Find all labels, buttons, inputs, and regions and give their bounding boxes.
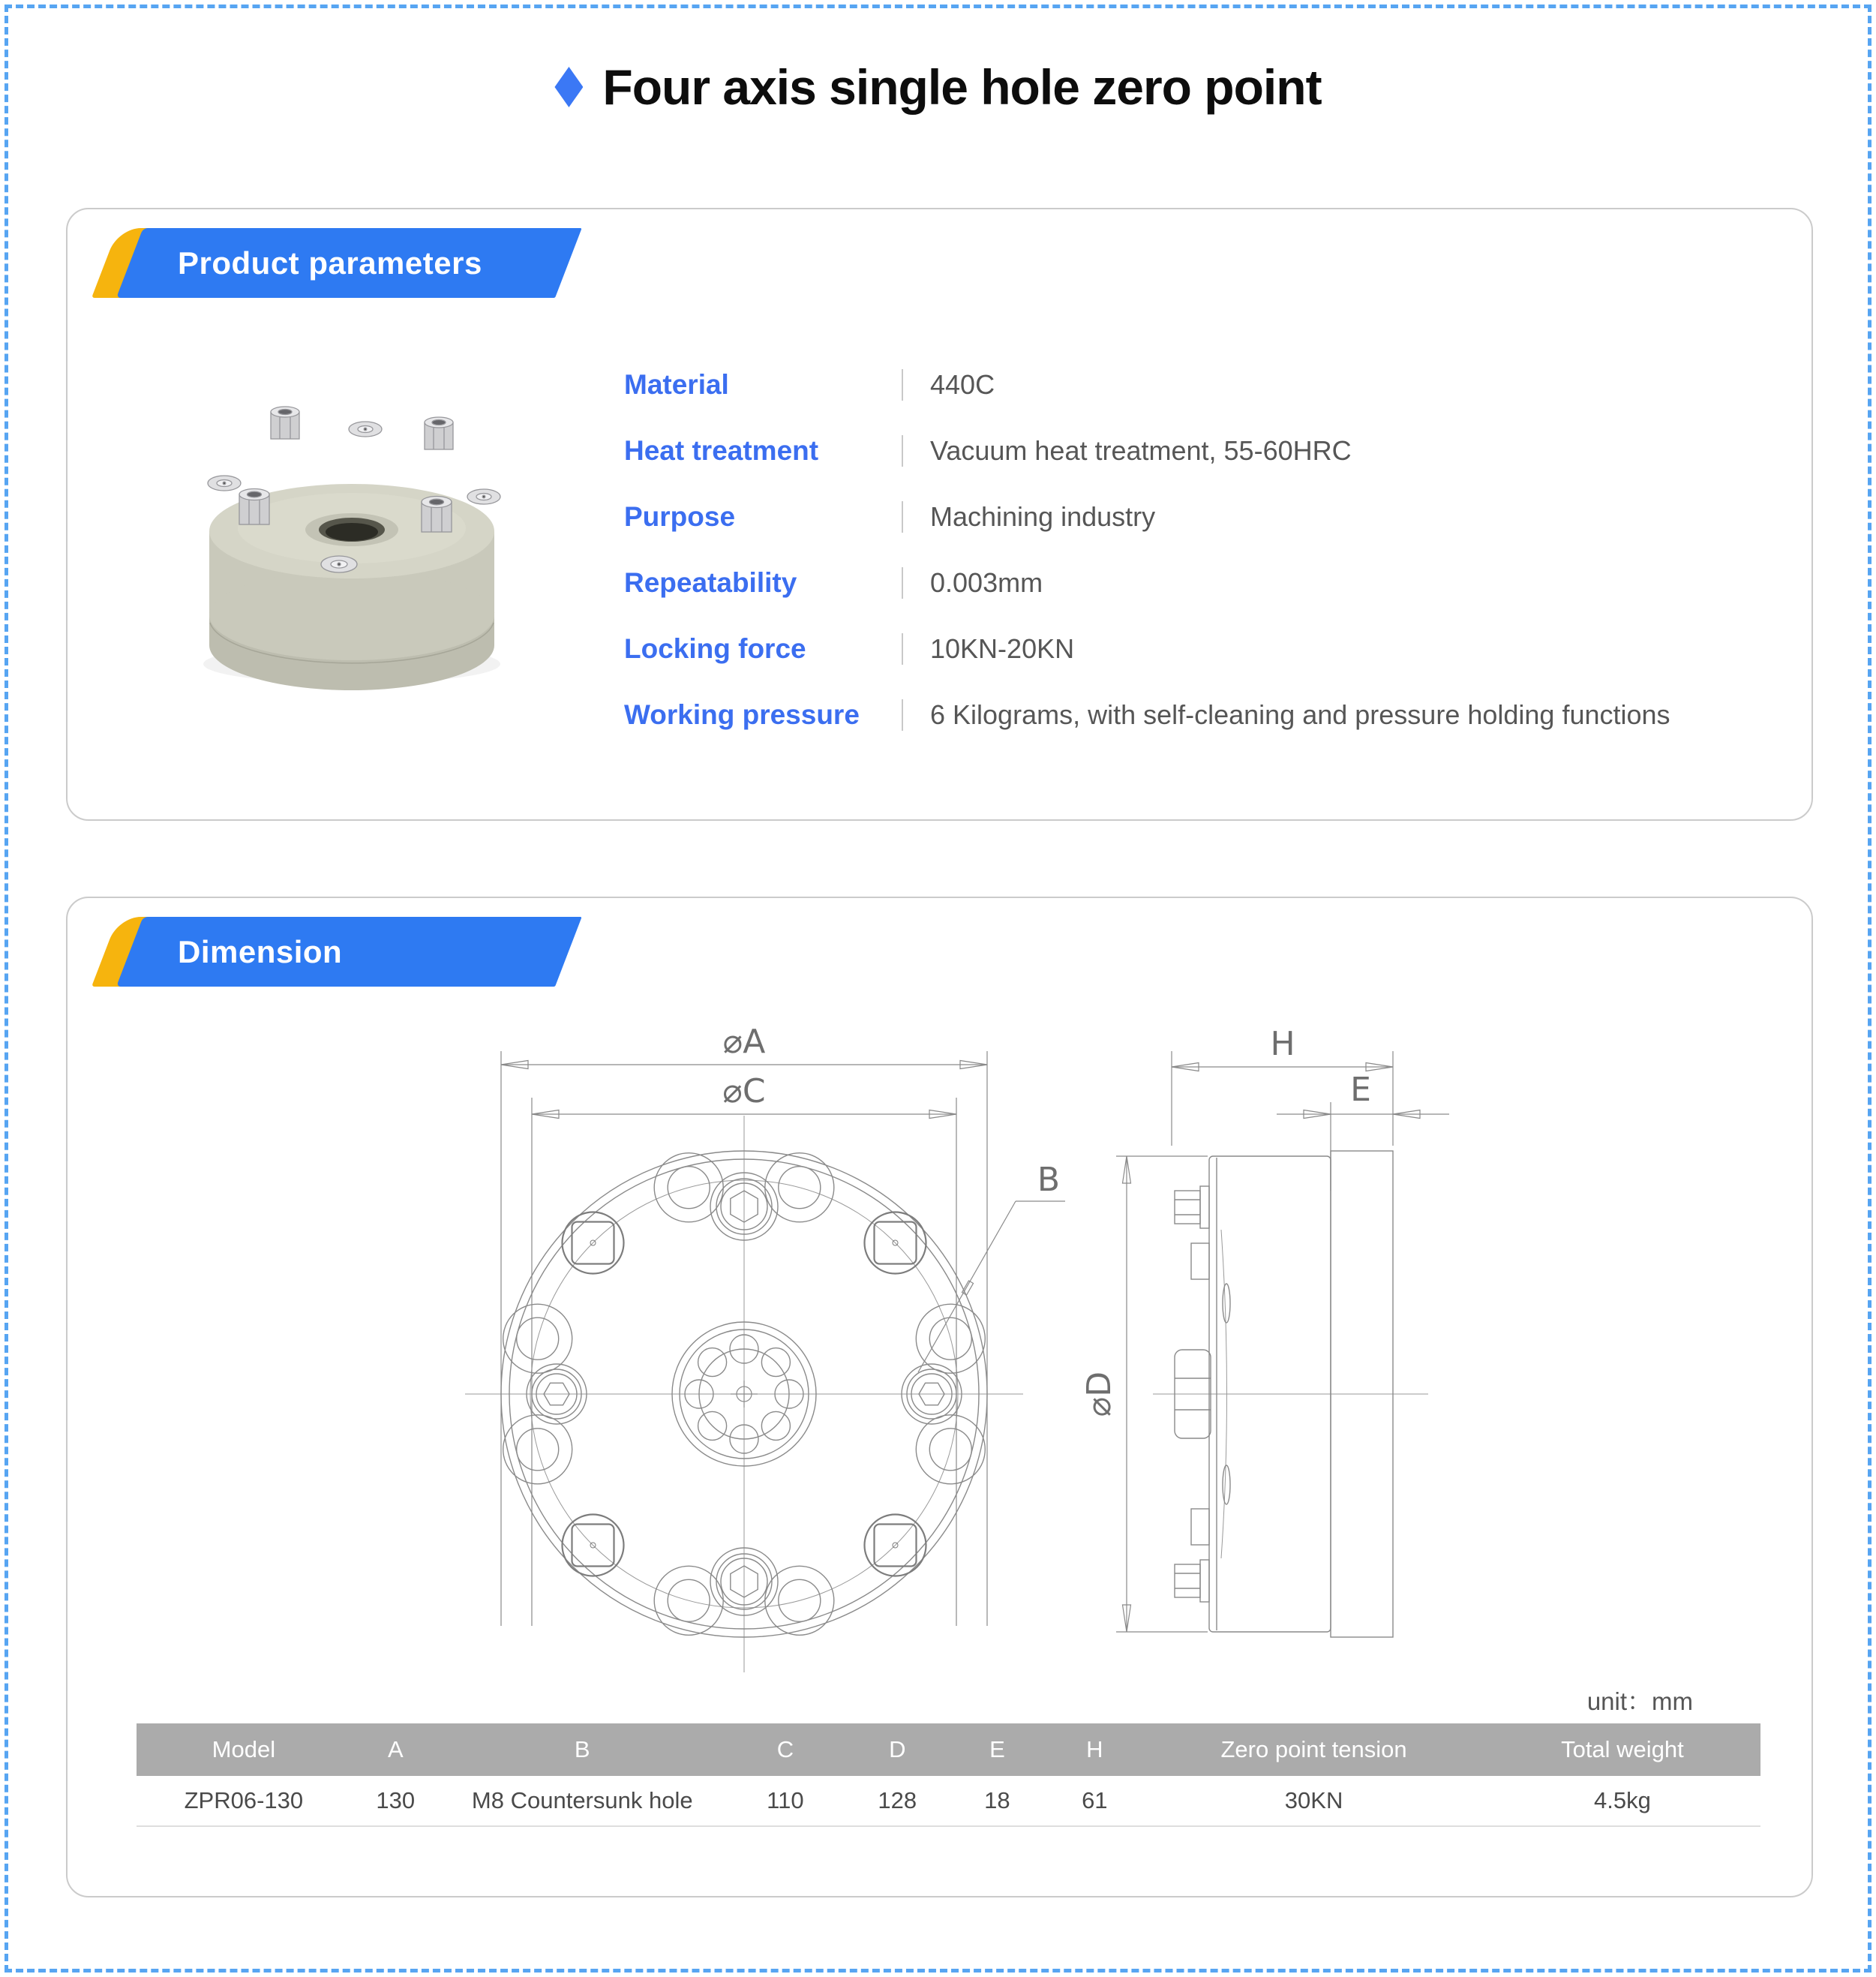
cell-weight: 4.5kg: [1484, 1776, 1760, 1826]
param-value: 440C: [902, 369, 1729, 401]
banner-title: Dimension: [178, 933, 343, 969]
product-parameters-card: [66, 208, 1813, 821]
param-label: Repeatability: [624, 567, 797, 598]
cell-e: 18: [948, 1776, 1046, 1826]
dimension-table: [137, 1723, 1760, 1827]
product-parameters-banner: [88, 228, 613, 298]
param-row: [624, 418, 1729, 484]
param-row: [624, 616, 1729, 682]
param-value: 6 Kilograms, with self-cleaning and pressure holding functions: [902, 699, 1729, 731]
cell-c: 110: [725, 1776, 846, 1826]
param-value: Vacuum heat treatment, 55-60HRC: [902, 435, 1729, 467]
col-weight: Total weight: [1484, 1723, 1760, 1776]
col-a: A: [351, 1723, 440, 1776]
page-title: Four axis single hole zero point: [602, 59, 1322, 115]
param-value: 0.003mm: [902, 567, 1729, 599]
dim-label-e: E: [1350, 1071, 1371, 1109]
page-title-row: [0, 59, 1876, 116]
product-photo: [191, 405, 513, 713]
col-tension: Zero point tension: [1143, 1723, 1484, 1776]
dimension-drawing: [414, 1003, 1464, 1678]
param-label: Heat treatment: [624, 435, 819, 466]
diamond-icon: [554, 67, 583, 107]
table-row: [137, 1776, 1760, 1826]
param-label: Working pressure: [624, 699, 860, 730]
cell-b: M8 Countersunk hole: [440, 1776, 725, 1826]
cell-tension: 30KN: [1143, 1776, 1484, 1826]
unit-note: unit：mm: [1586, 1687, 1693, 1715]
dimension-banner: [88, 917, 613, 987]
cell-h: 61: [1046, 1776, 1143, 1826]
param-row: [624, 550, 1729, 616]
param-row: [624, 682, 1729, 748]
dimension-drawing-svg: [414, 1003, 1464, 1678]
table-header-row: [137, 1723, 1760, 1776]
param-label: Locking force: [624, 633, 806, 664]
product-params-list: [624, 352, 1729, 748]
param-row: [624, 484, 1729, 550]
param-value: 10KN-20KN: [902, 633, 1729, 665]
dim-label-h: H: [1270, 1025, 1295, 1063]
dimension-card: [66, 897, 1813, 1897]
product-photo-drawing: [191, 405, 513, 705]
col-e: E: [948, 1723, 1046, 1776]
dim-label-dia-d: ⌀D: [1080, 1371, 1118, 1417]
col-b: B: [440, 1723, 725, 1776]
cell-a: 130: [351, 1776, 440, 1826]
param-value: Machining industry: [902, 501, 1729, 533]
param-label: Purpose: [624, 501, 736, 532]
banner-title: Product parameters: [178, 245, 482, 281]
dim-label-dia-c: ⌀C: [722, 1072, 766, 1110]
col-c: C: [725, 1723, 846, 1776]
param-label: Material: [624, 369, 729, 400]
col-model: Model: [137, 1723, 351, 1776]
param-row: [624, 352, 1729, 418]
col-d: D: [846, 1723, 948, 1776]
dim-label-b: B: [1037, 1161, 1061, 1199]
cell-d: 128: [846, 1776, 948, 1826]
col-h: H: [1046, 1723, 1143, 1776]
dim-label-dia-a: ⌀A: [722, 1023, 766, 1061]
cell-model: ZPR06-130: [137, 1776, 351, 1826]
